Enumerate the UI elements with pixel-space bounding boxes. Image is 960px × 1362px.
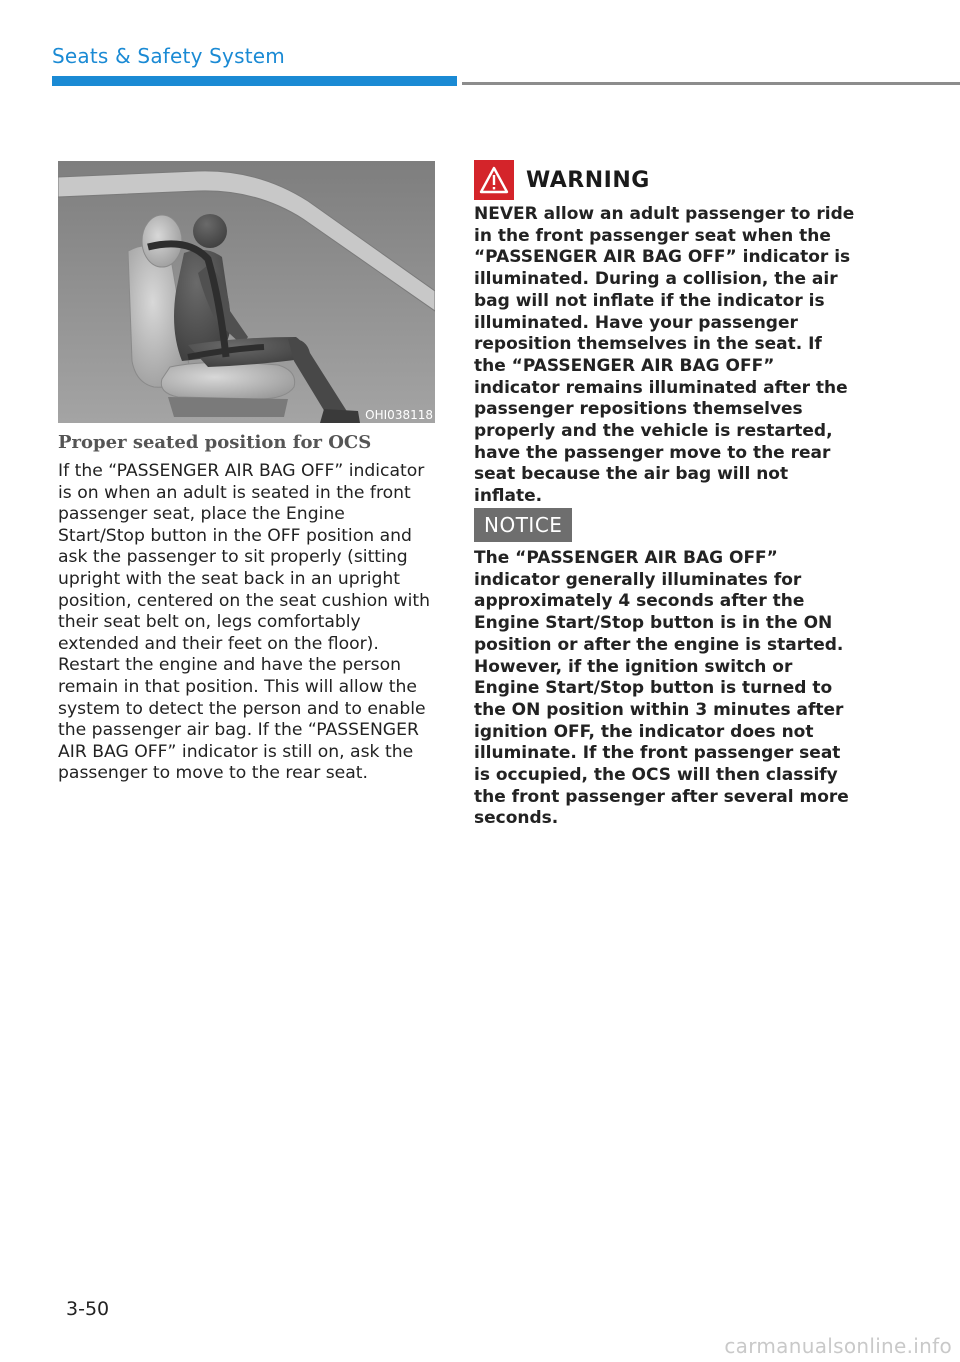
warning-label: WARNING	[526, 167, 650, 193]
figure-code: OHI038118	[365, 408, 433, 422]
body-paragraph: If the “PASSENGER AIR BAG OFF” indicator is on when an adult is seated in the front passenger seat, place the Engine Start/Stop button in the OFF position and ask the passenger to sit properly (sitting upright with the seat back in an upright position, centered on the seat cushion with their seat belt on, legs comfortably extended and their feet on the floor). Restart the engine and have the person remain in that position. This will allow the system to detect the person and to enable the passenger air bag. If the “PASSENGER AIR BAG OFF” indicator is still on, ask the passenger to move to the rear seat.	[58, 461, 430, 784]
warning-text: NEVER allow an adult passenger to ride in the front passenger seat when the “PASSENGER AIR BAG OFF” indicator is illuminated. During a collision, the air bag will not inflate if the indicator is illuminated. Have your passenger reposition themselves in the seat. If the “PASSENGER AIR BAG OFF” indicator remains illuminated after the passenger repositions themselves properly and the vehicle is restarted, have the passenger move to the rear seat because the air bag will not inflate.	[474, 204, 855, 507]
seated-passenger-illustration	[58, 161, 435, 423]
watermark: carmanualsonline.info	[724, 1334, 952, 1358]
header-accent-bar	[52, 76, 457, 86]
figure-caption: Proper seated position for OCS	[58, 432, 372, 453]
notice-badge: NOTICE	[474, 508, 572, 542]
warning-heading	[474, 160, 854, 200]
illustration-svg	[58, 161, 435, 423]
section-title: Seats & Safety System	[52, 44, 285, 68]
notice-text: The “PASSENGER AIR BAG OFF” indicator generally illuminates for approximately 4 seconds after the Engine Start/Stop button is in the ON position or after the engine is started. However, if the ignition switch or Engine Start/Stop button is turned to the ON position within 3 minutes after ignition OFF, the indicator does not illuminate. If the front passenger seat is occupied, the OCS will then classify the front passenger after several more seconds.	[474, 548, 849, 829]
warning-triangle-icon	[474, 160, 514, 200]
header-rule	[462, 82, 960, 85]
page-number: 3-50	[66, 1298, 110, 1320]
